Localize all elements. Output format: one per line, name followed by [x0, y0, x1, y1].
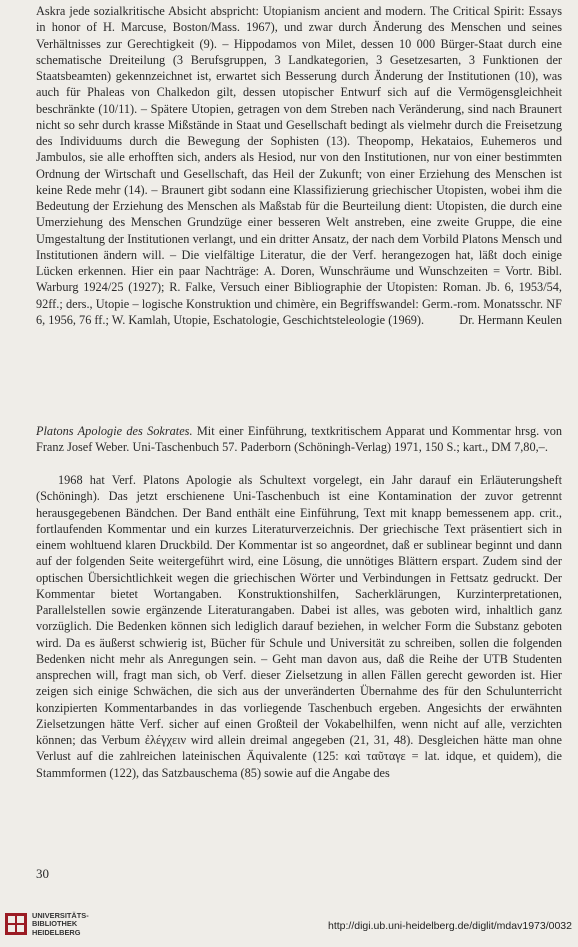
- library-logo-text: [32, 912, 89, 937]
- review-heading: [36, 423, 562, 456]
- book-title: Platons Apologie des Sokrates.: [36, 424, 193, 438]
- university-seal-icon: [4, 912, 28, 936]
- review-body: [36, 3, 562, 328]
- book-bibliographic-info: Mit einer Einführung, textkritischem Apparat und Kommentar hrsg. von Franz Josef Weber. Uni-Taschenbuch 57. Paderborn (Schöningh-Verlag) 1971, 150 S.; kart., DM 7,80,–.: [36, 424, 562, 455]
- review-body-2: [36, 472, 562, 781]
- logo-line-1: UNIVERSITÄTS-: [32, 911, 89, 920]
- review-paragraph: 1968 hat Verf. Platons Apologie als Schultext vorgelegt, ein Jahr darauf ein Erläuterungsheft (Schöningh). Das jetzt erschienene Uni-Taschenbuch ist eine Kontamination der zuvor getrennt herausgegebenen Bändchen. Der Band enthält eine Einführung, Text mit knapp bemessenem app. crit., fortlaufenden Kommentar und ein kurzes Literaturverzeichnis. Der griechische Text präsentiert sich in einem wohltuend klaren Druckbild. Der Kommentar ist so angeordnet, daß er sublinear beginnt und dann auf der folgenden Seite weitergeführt wird, eine Lösung, die unnötiges Blättern erspart. Zudem sind der optischen Übersichtlichkeit wegen die griechischen Wörter und Verbindungen in Fettsatz gedruckt. Der Kommentar bietet Wortangaben. Konstruktionshilfen, Sacherklärungen, Kurzinterpretationen, Parallelstellen sowie ergänzende Literaturangaben. Dabei ist alles, was geboten wird, inhaltlich ganz vorzüglich. Die Bedenken können sich lediglich darauf beziehen, in welcher Form die Substanz geboten wird. Da es äußerst schwierig ist, Bücher für Schule und Universität zu schreiben, sollen die folgenden Bedenken nicht mehr als Anregungen sein. – Geht man davon aus, daß die Reihe der UTB Studenten ansprechen will, fragt man sich, ob Verf. dieser Zielsetzung in allen Fällen gerecht geworden ist. Hier zeigen sich einige Schwächen, die sich aus der unveränderten Übernahme des für den Schulunterricht konzipierten Kommentarbandes in das vorliegende Taschenbuch ergeben. Angesichts der erwähnten Zielsetzungen hätte Verf. sicher auf einen Großteil der Vokabelhilfen, wenn nicht auf alle, verzichten können; das Verbum ἐλέγχειν wird allein dreimal angegeben (21, 31, 48). Desgleichen hätte man ohne Verlust auf die zahlreichen lateinischen Äquivalente (125: καὶ ταῦταγε = lat. idque, et quidem), die Stammformen (122), das Satzbauschema (85) sowie auf die Angabe des: [36, 473, 562, 780]
- review-continuation: [36, 3, 562, 328]
- digital-copy-url[interactable]: http://digi.ub.uni-heidelberg.de/diglit/mdav1973/0032: [327, 920, 572, 932]
- review-heading-paragraph: [36, 423, 562, 456]
- logo-line-2: BIBLIOTHEK: [32, 919, 78, 929]
- review-body-text: Askra jede sozialkritische Absicht abspricht: Utopianism ancient and modern. The Critical Spirit: Essays in honor of H. Marcuse, Boston/Mass. 1967), und zwar durch Änderung des Menschen und seines Verhältnisses zur Gerechtigkeit (9). – Hippodamos von Milet, dessen 10 000 Bürger-Staat durch eine schematische Dreiteilung (3 Berufsgruppen, 3 Landkategorien, 3 Gesetzesarten, 3 Funktionen der Staatsbeamten) gekennzeichnet ist, erwartet sich Besserung durch Änderung der Institutionen (10), was auch für Phaleas von Chalkedon gilt, dessen utopischer Entwurf sich auf die Vermögensgleichheit beschränkte (10/11). – Spätere Utopien, getragen von dem Streben nach Veränderung, sind nach Braunert nicht so sehr durch krasse Mißstände in Staat und Gesellschaft bedingt als vielmehr durch die Freisetzung des Individuums durch die Bewegung der Sophisten (13). Theopomp, Hekataios, Euhemeros und Jambulos, sie alle erhofften sich, anders als Hesiod, nur von den Institutionen, nur von einer bestimmten Ordnung der Wirtschaft und Gesellschaft, das Heil der Zukunft; von einer Erziehung des Menschen ist keine Rede mehr (14). – Braunert gibt sodann eine Klassifizierung griechischer Utopisten, wobei ihm die Bedeutung der Erziehung des Menschen als Maßstab für die Beurteilung dient: Utopisten, die durch eine Umerziehung des Menschen Grundzüge einer besseren Welt anstreben, eine zweite Gruppe, die eine Umgestaltung der Institutionen verlangt, und ein dritter Ansatz, der nach dem Vorbild Platons Mensch und Institutionen ändern will. – Die vielfältige Literatur, die der Verf. herangezogen hat, läßt doch einige Lücken erkennen. Hier ein paar Nachträge: A. Doren, Wunschräume und Wunschzeiten = Vortr. Bibl. Warburg 1924/25 (1927); R. Falke, Versuch einer Bibliographie der Utopisten: Roman. Jb. 6, 1953/54, 92ff.; ders., Utopie – logische Konstruktion und chimère, ein Begriffswandel: Germ.-rom. Monatsschr. NF 6, 1956, 76 ff.; W. Kamlah, Utopie, Eschatologie, Geschichtsteleologie (1969).: [36, 4, 562, 327]
- library-logo[interactable]: [4, 910, 114, 942]
- reviewer-signature: Dr. Hermann Keulen: [459, 312, 562, 327]
- logo-line-3: HEIDELBERG: [32, 927, 81, 937]
- page-number: 30: [36, 866, 49, 881]
